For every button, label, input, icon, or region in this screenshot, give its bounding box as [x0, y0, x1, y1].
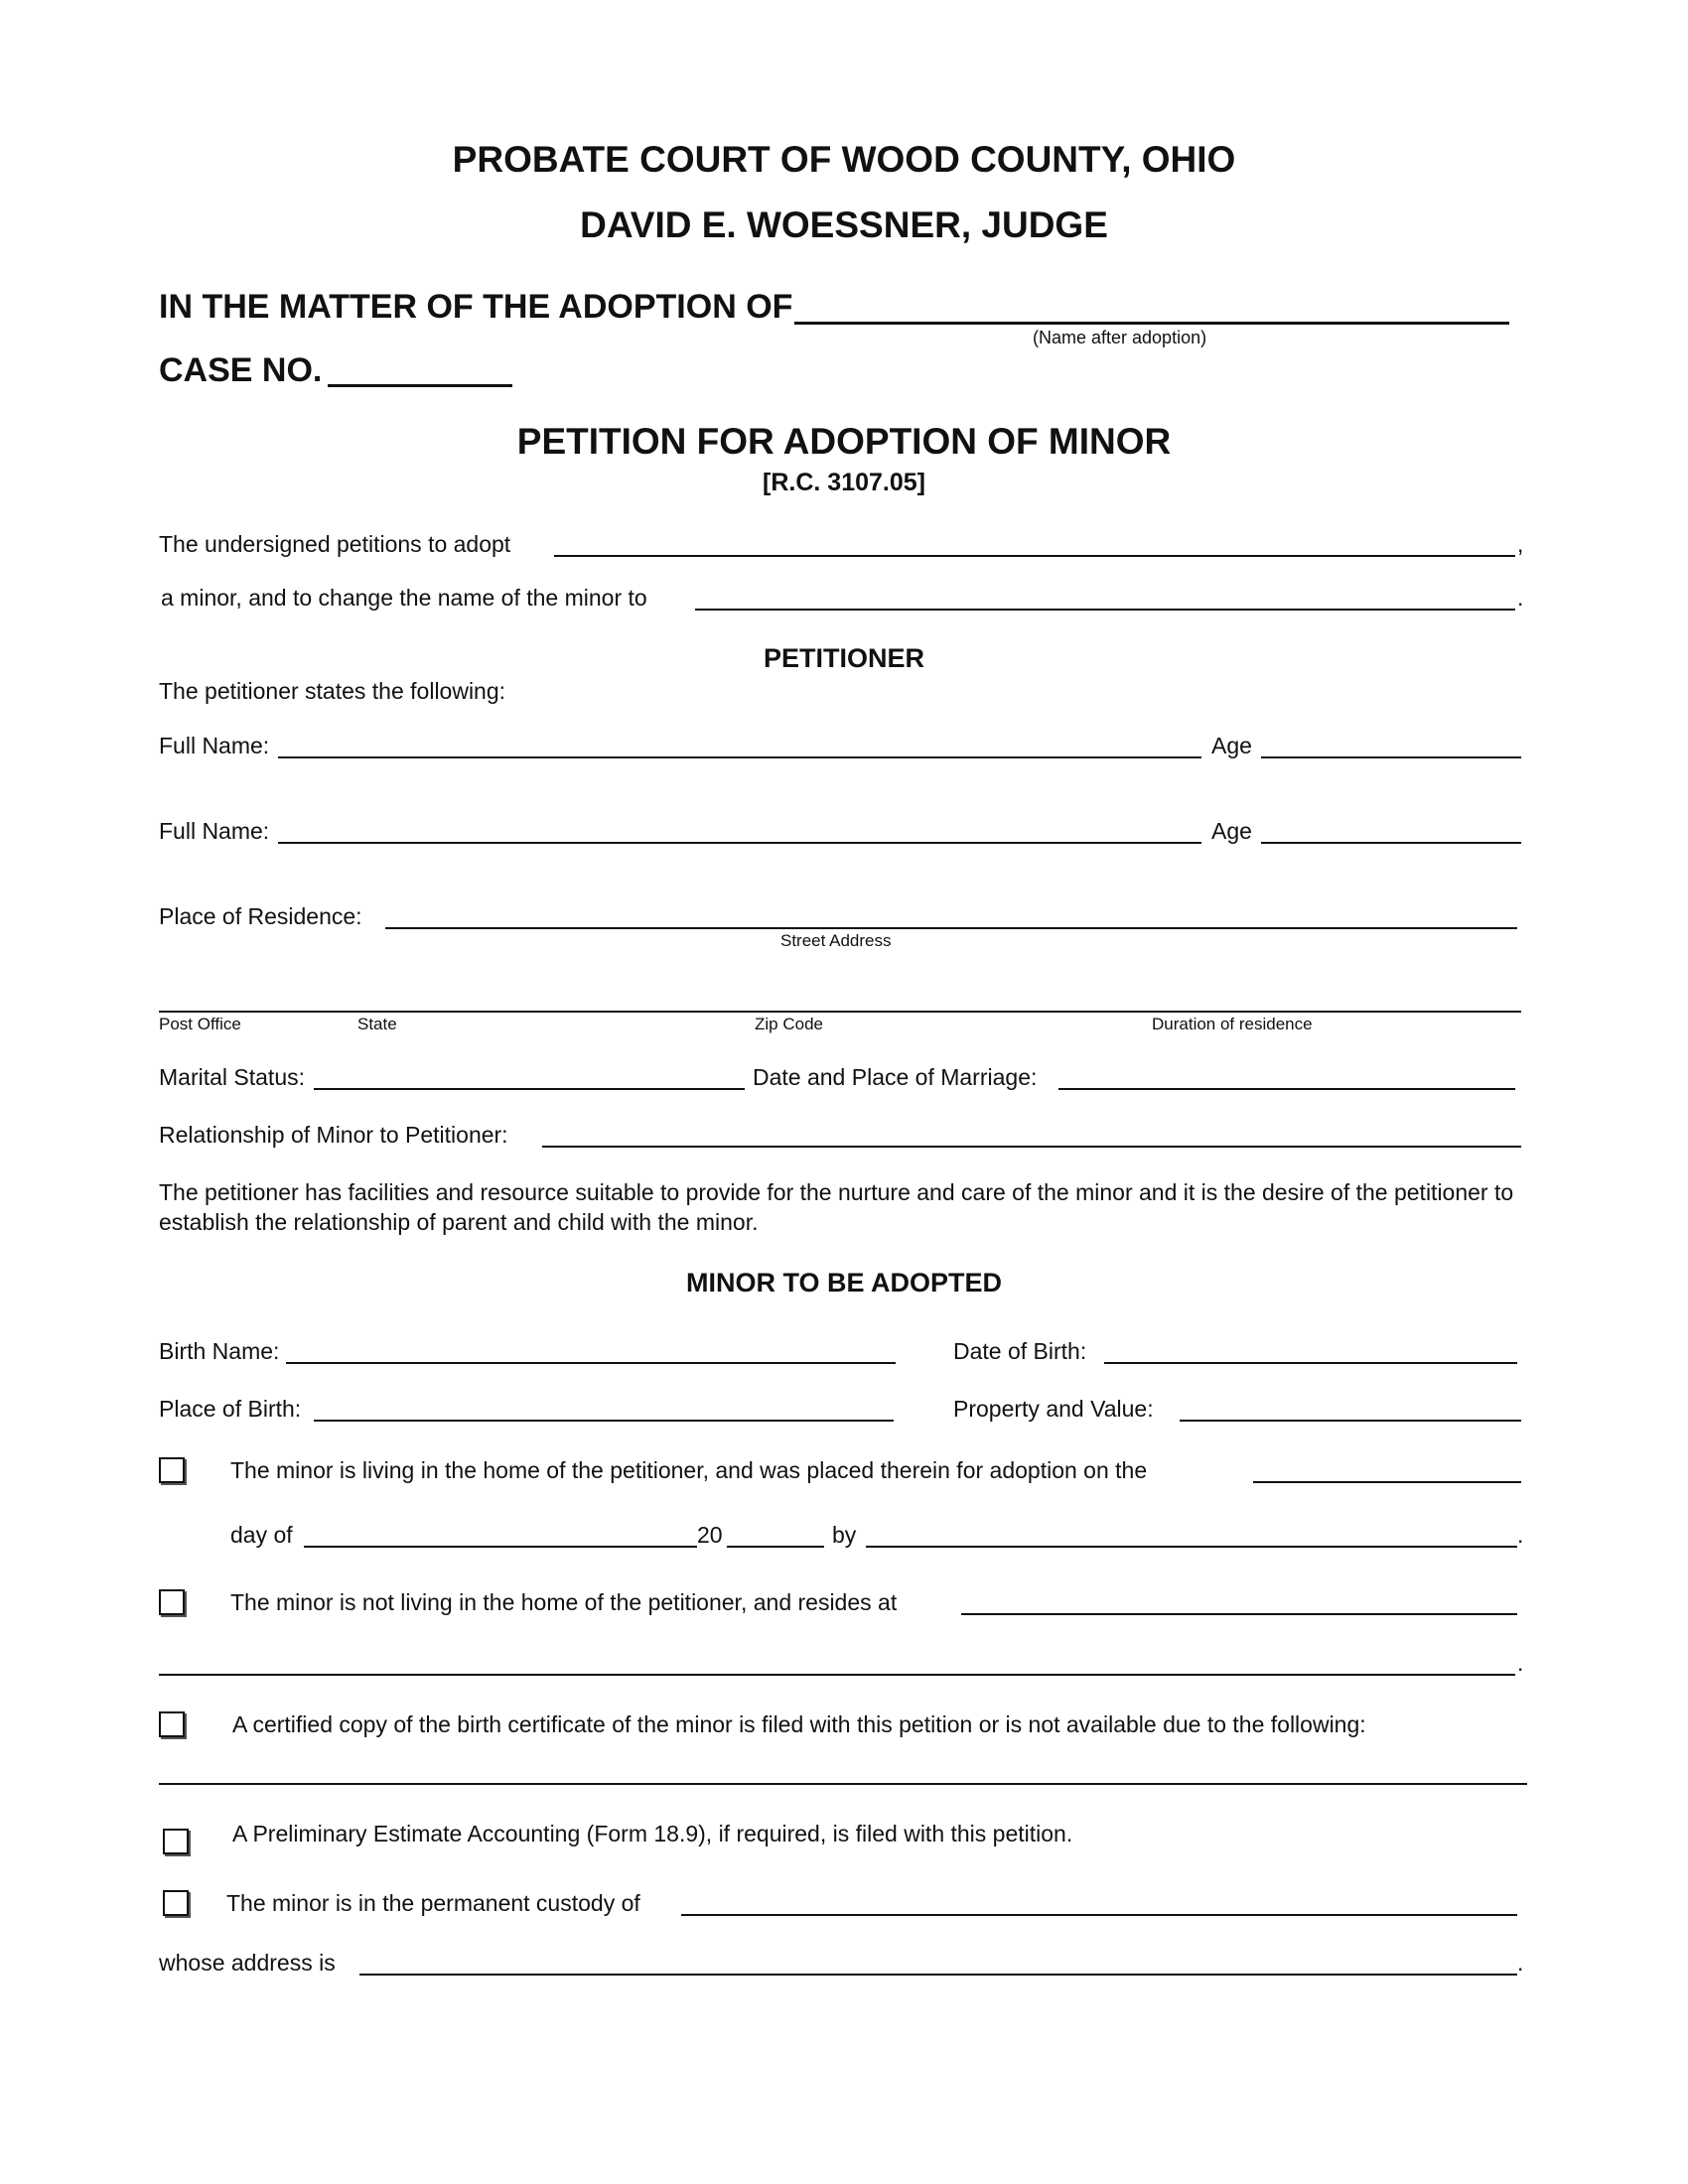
minor-current-name-field[interactable]	[554, 555, 1515, 557]
adoption-matter-label: IN THE MATTER OF THE ADOPTION OF	[159, 288, 793, 326]
marriage-label: Date and Place of Marriage:	[753, 1064, 1038, 1090]
period: .	[1517, 585, 1524, 611]
placement-date-field[interactable]	[1253, 1481, 1521, 1483]
marital-status-label: Marital Status:	[159, 1064, 305, 1090]
street-address-hint: Street Address	[780, 931, 892, 950]
property-label: Property and Value:	[953, 1396, 1154, 1422]
change-name-label: a minor, and to change the name of the minor to	[161, 585, 647, 611]
form-title: PETITION FOR ADOPTION OF MINOR	[516, 421, 1172, 462]
place-of-birth-label: Place of Birth:	[159, 1396, 302, 1422]
birth-certificate-reason-field[interactable]	[159, 1783, 1527, 1785]
statute-reference: [R.C. 3107.05]	[763, 469, 925, 496]
day-of-field[interactable]	[304, 1546, 697, 1548]
judge-name: DAVID E. WOESSNER, JUDGE	[580, 205, 1108, 245]
placed-by-field[interactable]	[866, 1546, 1517, 1548]
residence-details-field[interactable]	[159, 1011, 1521, 1013]
birth-name-field[interactable]	[286, 1362, 896, 1364]
custody-text: The minor is in the permanent custody of	[226, 1890, 640, 1916]
estimate-accounting-checkbox[interactable]	[163, 1829, 189, 1854]
minor-new-name-field[interactable]	[695, 609, 1515, 611]
street-address-field[interactable]	[385, 927, 1517, 929]
day-of-label: day of	[230, 1522, 293, 1548]
name-after-adoption-hint: (Name after adoption)	[1033, 328, 1207, 347]
period-3: .	[1517, 1650, 1524, 1676]
full-name-field-1[interactable]	[278, 756, 1201, 758]
custody-checkbox[interactable]	[163, 1890, 189, 1916]
year-prefix: 20	[697, 1522, 723, 1548]
state-hint: State	[357, 1015, 397, 1033]
duration-hint: Duration of residence	[1152, 1015, 1313, 1033]
facilities-statement: The petitioner has facilities and resource suitable to provide for the nurture and care of the minor and it is the desire of the petitioner to establish the relationship of parent and child with the minor.	[159, 1179, 1514, 1235]
petitioner-heading: PETITIONER	[763, 643, 924, 673]
whose-address-label: whose address is	[159, 1950, 336, 1976]
age-label-2: Age	[1211, 818, 1252, 844]
age-field-1[interactable]	[1261, 756, 1521, 758]
custody-field[interactable]	[681, 1914, 1517, 1916]
full-name-field-2[interactable]	[278, 842, 1201, 844]
not-living-text: The minor is not living in the home of the petitioner, and resides at	[230, 1589, 898, 1615]
full-name-label-2: Full Name:	[159, 818, 270, 844]
not-living-checkbox[interactable]	[159, 1589, 185, 1615]
property-field[interactable]	[1180, 1420, 1521, 1422]
petitions-to-adopt-label: The undersigned petitions to adopt	[159, 531, 511, 557]
period-4: .	[1517, 1950, 1524, 1976]
place-of-birth-field[interactable]	[314, 1420, 894, 1422]
full-name-label-1: Full Name:	[159, 733, 270, 758]
age-field-2[interactable]	[1261, 842, 1521, 844]
period-2: .	[1517, 1522, 1524, 1548]
residence-label: Place of Residence:	[159, 903, 362, 929]
dob-label: Date of Birth:	[953, 1338, 1087, 1364]
by-label: by	[832, 1522, 857, 1548]
birth-certificate-text: A certified copy of the birth certificate of the minor is filed with this petition or is not available due to the following:	[232, 1711, 1366, 1737]
year-field[interactable]	[727, 1546, 824, 1548]
petitioner-states: The petitioner states the following:	[159, 678, 506, 704]
resides-at-field-cont[interactable]	[159, 1674, 1515, 1676]
relationship-label: Relationship of Minor to Petitioner:	[159, 1122, 508, 1148]
age-label-1: Age	[1211, 733, 1252, 758]
post-office-hint: Post Office	[159, 1015, 241, 1033]
dob-field[interactable]	[1104, 1362, 1517, 1364]
case-no-label: CASE NO.	[159, 351, 323, 389]
comma: ,	[1517, 531, 1524, 557]
minor-heading: MINOR TO BE ADOPTED	[685, 1268, 1002, 1297]
marital-status-field[interactable]	[314, 1088, 745, 1090]
adoption-name-field[interactable]	[794, 322, 1509, 325]
court-title: PROBATE COURT OF WOOD COUNTY, OHIO	[452, 139, 1236, 180]
estimate-accounting-text: A Preliminary Estimate Accounting (Form 18.9), if required, is filed with this petition.	[232, 1821, 1073, 1846]
custodian-address-field[interactable]	[359, 1974, 1517, 1976]
birth-certificate-checkbox[interactable]	[159, 1711, 185, 1737]
living-in-home-checkbox[interactable]	[159, 1457, 185, 1483]
resides-at-field[interactable]	[961, 1613, 1517, 1615]
relationship-field[interactable]	[542, 1146, 1521, 1148]
case-no-field[interactable]	[328, 384, 512, 387]
zip-hint: Zip Code	[755, 1015, 823, 1033]
marriage-field[interactable]	[1058, 1088, 1515, 1090]
birth-name-label: Birth Name:	[159, 1338, 280, 1364]
living-in-home-text: The minor is living in the home of the petitioner, and was placed therein for adoption on the	[230, 1457, 1148, 1483]
